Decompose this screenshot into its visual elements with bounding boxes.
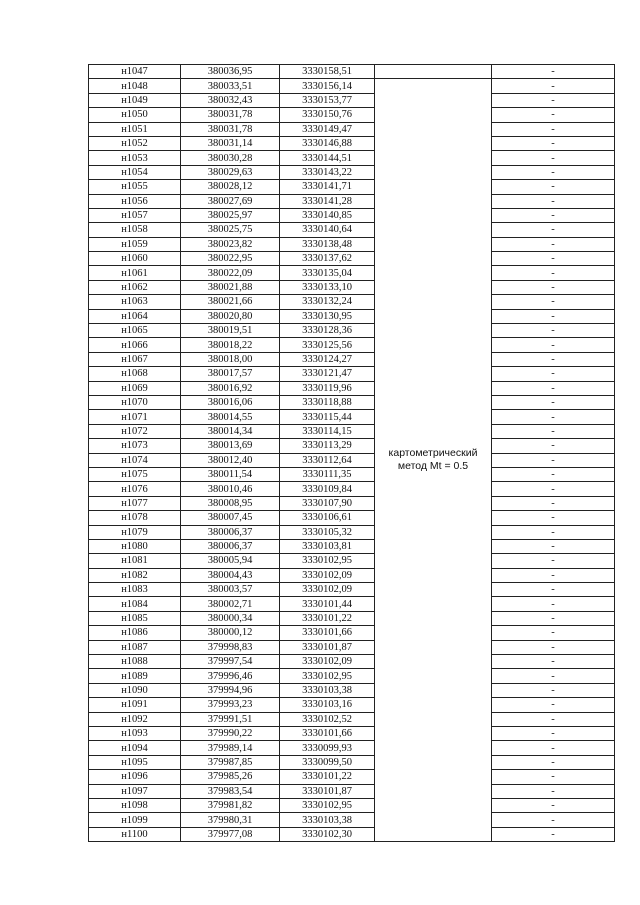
- description-cell: -: [492, 410, 615, 424]
- x-coordinate-cell: 379989,14: [181, 741, 280, 755]
- table-row: [89, 568, 615, 582]
- table-row: [89, 151, 615, 165]
- y-coordinate-cell: 3330137,62: [280, 252, 375, 266]
- point-id-cell: н1085: [89, 611, 181, 625]
- table-row: [89, 626, 615, 640]
- table-row: [89, 683, 615, 697]
- table-row: [89, 324, 615, 338]
- y-coordinate-cell: 3330101,22: [280, 770, 375, 784]
- table-row: [89, 669, 615, 683]
- y-coordinate-cell: 3330101,66: [280, 726, 375, 740]
- y-coordinate-cell: 3330103,81: [280, 539, 375, 553]
- description-cell: -: [492, 93, 615, 107]
- x-coordinate-cell: 380031,78: [181, 122, 280, 136]
- y-coordinate-cell: 3330149,47: [280, 122, 375, 136]
- point-id-cell: н1064: [89, 309, 181, 323]
- x-coordinate-cell: 380030,28: [181, 151, 280, 165]
- y-coordinate-cell: 3330156,14: [280, 79, 375, 93]
- y-coordinate-cell: 3330146,88: [280, 136, 375, 150]
- y-coordinate-cell: 3330158,51: [280, 65, 375, 79]
- x-coordinate-cell: 380025,75: [181, 223, 280, 237]
- table-row: [89, 583, 615, 597]
- point-id-cell: н1055: [89, 180, 181, 194]
- description-cell: -: [492, 611, 615, 625]
- x-coordinate-cell: 380004,43: [181, 568, 280, 582]
- x-coordinate-cell: 379994,96: [181, 683, 280, 697]
- table-row: [89, 309, 615, 323]
- table-row: [89, 395, 615, 409]
- description-cell: -: [492, 151, 615, 165]
- point-id-cell: н1097: [89, 784, 181, 798]
- description-cell: -: [492, 813, 615, 827]
- table-row: [89, 165, 615, 179]
- y-coordinate-cell: 3330150,76: [280, 108, 375, 122]
- x-coordinate-cell: 380014,34: [181, 424, 280, 438]
- x-coordinate-cell: 380014,55: [181, 410, 280, 424]
- point-id-cell: н1078: [89, 511, 181, 525]
- y-coordinate-cell: 3330130,95: [280, 309, 375, 323]
- x-coordinate-cell: 380011,54: [181, 467, 280, 481]
- x-coordinate-cell: 380006,37: [181, 525, 280, 539]
- x-coordinate-cell: 380031,78: [181, 108, 280, 122]
- point-id-cell: н1054: [89, 165, 181, 179]
- description-cell: -: [492, 439, 615, 453]
- description-cell: -: [492, 467, 615, 481]
- y-coordinate-cell: 3330133,10: [280, 280, 375, 294]
- y-coordinate-cell: 3330132,24: [280, 295, 375, 309]
- description-cell: -: [492, 223, 615, 237]
- description-cell: -: [492, 108, 615, 122]
- table-row: [89, 511, 615, 525]
- point-id-cell: н1077: [89, 496, 181, 510]
- point-id-cell: н1098: [89, 798, 181, 812]
- point-id-cell: н1050: [89, 108, 181, 122]
- x-coordinate-cell: 380022,09: [181, 266, 280, 280]
- point-id-cell: н1052: [89, 136, 181, 150]
- description-cell: -: [492, 367, 615, 381]
- x-coordinate-cell: 379983,54: [181, 784, 280, 798]
- coordinates-table: [88, 64, 615, 842]
- table-row: [89, 367, 615, 381]
- table-row: [89, 712, 615, 726]
- table-row: [89, 252, 615, 266]
- point-id-cell: н1100: [89, 827, 181, 841]
- point-id-cell: н1051: [89, 122, 181, 136]
- table-row: [89, 223, 615, 237]
- table-row: [89, 798, 615, 812]
- table-row: [89, 726, 615, 740]
- y-coordinate-cell: 3330102,95: [280, 798, 375, 812]
- description-cell: -: [492, 511, 615, 525]
- point-id-cell: н1074: [89, 453, 181, 467]
- description-cell: -: [492, 784, 615, 798]
- point-id-cell: н1089: [89, 669, 181, 683]
- point-id-cell: н1063: [89, 295, 181, 309]
- table-row: [89, 439, 615, 453]
- y-coordinate-cell: 3330102,95: [280, 669, 375, 683]
- table-row: [89, 194, 615, 208]
- description-cell: -: [492, 798, 615, 812]
- x-coordinate-cell: 380016,92: [181, 381, 280, 395]
- table-row: [89, 122, 615, 136]
- point-id-cell: н1075: [89, 467, 181, 481]
- description-cell: -: [492, 65, 615, 79]
- description-cell: -: [492, 395, 615, 409]
- coordinates-table-body: [89, 65, 615, 842]
- point-id-cell: н1059: [89, 237, 181, 251]
- y-coordinate-cell: 3330140,64: [280, 223, 375, 237]
- y-coordinate-cell: 3330103,16: [280, 698, 375, 712]
- point-id-cell: н1069: [89, 381, 181, 395]
- point-id-cell: н1056: [89, 194, 181, 208]
- y-coordinate-cell: 3330102,52: [280, 712, 375, 726]
- description-cell: -: [492, 424, 615, 438]
- point-id-cell: н1057: [89, 208, 181, 222]
- description-cell: -: [492, 554, 615, 568]
- description-cell: -: [492, 136, 615, 150]
- x-coordinate-cell: 380029,63: [181, 165, 280, 179]
- x-coordinate-cell: 380025,97: [181, 208, 280, 222]
- y-coordinate-cell: 3330105,32: [280, 525, 375, 539]
- x-coordinate-cell: 380018,22: [181, 338, 280, 352]
- y-coordinate-cell: 3330141,71: [280, 180, 375, 194]
- y-coordinate-cell: 3330102,09: [280, 655, 375, 669]
- description-cell: -: [492, 726, 615, 740]
- point-id-cell: н1088: [89, 655, 181, 669]
- table-row: [89, 180, 615, 194]
- description-cell: -: [492, 122, 615, 136]
- point-id-cell: н1067: [89, 352, 181, 366]
- point-id-cell: н1049: [89, 93, 181, 107]
- table-row: [89, 467, 615, 481]
- y-coordinate-cell: 3330102,30: [280, 827, 375, 841]
- y-coordinate-cell: 3330135,04: [280, 266, 375, 280]
- point-id-cell: н1084: [89, 597, 181, 611]
- table-row: [89, 453, 615, 467]
- y-coordinate-cell: 3330106,61: [280, 511, 375, 525]
- description-cell: -: [492, 295, 615, 309]
- y-coordinate-cell: 3330118,88: [280, 395, 375, 409]
- y-coordinate-cell: 3330125,56: [280, 338, 375, 352]
- table-row: [89, 93, 615, 107]
- x-coordinate-cell: 380018,00: [181, 352, 280, 366]
- description-cell: -: [492, 180, 615, 194]
- method-accuracy: метод Mt = 0.5: [397, 460, 469, 473]
- y-coordinate-cell: 3330138,48: [280, 237, 375, 251]
- x-coordinate-cell: 379980,31: [181, 813, 280, 827]
- table-row: [89, 755, 615, 769]
- x-coordinate-cell: 380007,45: [181, 511, 280, 525]
- description-cell: -: [492, 453, 615, 467]
- table-row: [89, 698, 615, 712]
- table-row: [89, 381, 615, 395]
- table-row: [89, 79, 615, 93]
- x-coordinate-cell: 380000,34: [181, 611, 280, 625]
- table-row: [89, 352, 615, 366]
- table-row: [89, 525, 615, 539]
- table-row: [89, 136, 615, 150]
- y-coordinate-cell: 3330113,29: [280, 439, 375, 453]
- x-coordinate-cell: 380012,40: [181, 453, 280, 467]
- table-row: [89, 813, 615, 827]
- x-coordinate-cell: 380022,95: [181, 252, 280, 266]
- y-coordinate-cell: 3330140,85: [280, 208, 375, 222]
- description-cell: -: [492, 669, 615, 683]
- point-id-cell: н1053: [89, 151, 181, 165]
- y-coordinate-cell: 3330121,47: [280, 367, 375, 381]
- y-coordinate-cell: 3330099,50: [280, 755, 375, 769]
- point-id-cell: н1070: [89, 395, 181, 409]
- x-coordinate-cell: 380033,51: [181, 79, 280, 93]
- description-cell: -: [492, 741, 615, 755]
- x-coordinate-cell: 379996,46: [181, 669, 280, 683]
- description-cell: -: [492, 539, 615, 553]
- point-id-cell: н1081: [89, 554, 181, 568]
- y-coordinate-cell: 3330112,64: [280, 453, 375, 467]
- x-coordinate-cell: 379993,23: [181, 698, 280, 712]
- x-coordinate-cell: 379991,51: [181, 712, 280, 726]
- point-id-cell: н1058: [89, 223, 181, 237]
- x-coordinate-cell: 380020,80: [181, 309, 280, 323]
- table-row: [89, 424, 615, 438]
- y-coordinate-cell: 3330102,09: [280, 583, 375, 597]
- x-coordinate-cell: 379977,08: [181, 827, 280, 841]
- description-cell: -: [492, 208, 615, 222]
- y-coordinate-cell: 3330107,90: [280, 496, 375, 510]
- method-cell: [375, 79, 492, 842]
- y-coordinate-cell: 3330114,15: [280, 424, 375, 438]
- y-coordinate-cell: 3330102,95: [280, 554, 375, 568]
- y-coordinate-cell: 3330109,84: [280, 482, 375, 496]
- y-coordinate-cell: 3330102,09: [280, 568, 375, 582]
- y-coordinate-cell: 3330103,38: [280, 813, 375, 827]
- x-coordinate-cell: 380027,69: [181, 194, 280, 208]
- table-row: [89, 611, 615, 625]
- y-coordinate-cell: 3330101,22: [280, 611, 375, 625]
- point-id-cell: н1071: [89, 410, 181, 424]
- table-row: [89, 827, 615, 841]
- table-row: [89, 65, 615, 79]
- point-id-cell: н1061: [89, 266, 181, 280]
- point-id-cell: н1087: [89, 640, 181, 654]
- x-coordinate-cell: 379987,85: [181, 755, 280, 769]
- x-coordinate-cell: 380021,66: [181, 295, 280, 309]
- table-row: [89, 784, 615, 798]
- x-coordinate-cell: 380023,82: [181, 237, 280, 251]
- x-coordinate-cell: 380000,12: [181, 626, 280, 640]
- point-id-cell: н1093: [89, 726, 181, 740]
- point-id-cell: н1092: [89, 712, 181, 726]
- description-cell: -: [492, 381, 615, 395]
- x-coordinate-cell: 380003,57: [181, 583, 280, 597]
- point-id-cell: н1072: [89, 424, 181, 438]
- x-coordinate-cell: 379998,83: [181, 640, 280, 654]
- description-cell: -: [492, 755, 615, 769]
- table-row: [89, 280, 615, 294]
- point-id-cell: н1065: [89, 324, 181, 338]
- x-coordinate-cell: 380013,69: [181, 439, 280, 453]
- point-id-cell: н1068: [89, 367, 181, 381]
- x-coordinate-cell: 380005,94: [181, 554, 280, 568]
- point-id-cell: н1080: [89, 539, 181, 553]
- description-cell: -: [492, 827, 615, 841]
- point-id-cell: н1090: [89, 683, 181, 697]
- point-id-cell: н1094: [89, 741, 181, 755]
- y-coordinate-cell: 3330101,87: [280, 784, 375, 798]
- x-coordinate-cell: 380032,43: [181, 93, 280, 107]
- description-cell: -: [492, 770, 615, 784]
- y-coordinate-cell: 3330111,35: [280, 467, 375, 481]
- y-coordinate-cell: 3330115,44: [280, 410, 375, 424]
- y-coordinate-cell: 3330124,27: [280, 352, 375, 366]
- description-cell: -: [492, 712, 615, 726]
- table-row: [89, 266, 615, 280]
- table-row: [89, 496, 615, 510]
- point-id-cell: н1048: [89, 79, 181, 93]
- table-row: [89, 597, 615, 611]
- table-row: [89, 539, 615, 553]
- description-cell: -: [492, 79, 615, 93]
- table-row: [89, 770, 615, 784]
- point-id-cell: н1047: [89, 65, 181, 79]
- description-cell: -: [492, 655, 615, 669]
- y-coordinate-cell: 3330153,77: [280, 93, 375, 107]
- point-id-cell: н1096: [89, 770, 181, 784]
- x-coordinate-cell: 379985,26: [181, 770, 280, 784]
- point-id-cell: н1091: [89, 698, 181, 712]
- y-coordinate-cell: 3330101,66: [280, 626, 375, 640]
- table-row: [89, 410, 615, 424]
- y-coordinate-cell: 3330128,36: [280, 324, 375, 338]
- description-cell: -: [492, 352, 615, 366]
- x-coordinate-cell: 380002,71: [181, 597, 280, 611]
- description-cell: -: [492, 597, 615, 611]
- x-coordinate-cell: 379990,22: [181, 726, 280, 740]
- table-row: [89, 554, 615, 568]
- description-cell: -: [492, 583, 615, 597]
- point-id-cell: н1076: [89, 482, 181, 496]
- y-coordinate-cell: 3330144,51: [280, 151, 375, 165]
- y-coordinate-cell: 3330101,44: [280, 597, 375, 611]
- method-cell-empty: [375, 65, 492, 79]
- point-id-cell: н1082: [89, 568, 181, 582]
- table-row: [89, 338, 615, 352]
- x-coordinate-cell: 380010,46: [181, 482, 280, 496]
- x-coordinate-cell: 379981,82: [181, 798, 280, 812]
- point-id-cell: н1073: [89, 439, 181, 453]
- x-coordinate-cell: 380017,57: [181, 367, 280, 381]
- table-row: [89, 741, 615, 755]
- description-cell: -: [492, 683, 615, 697]
- y-coordinate-cell: 3330119,96: [280, 381, 375, 395]
- table-row: [89, 640, 615, 654]
- table-row: [89, 295, 615, 309]
- description-cell: -: [492, 568, 615, 582]
- table-row: [89, 208, 615, 222]
- description-cell: -: [492, 280, 615, 294]
- y-coordinate-cell: 3330101,87: [280, 640, 375, 654]
- x-coordinate-cell: 380036,95: [181, 65, 280, 79]
- x-coordinate-cell: 380028,12: [181, 180, 280, 194]
- method-name: картометрический: [388, 447, 478, 460]
- description-cell: -: [492, 482, 615, 496]
- point-id-cell: н1079: [89, 525, 181, 539]
- x-coordinate-cell: 380031,14: [181, 136, 280, 150]
- description-cell: -: [492, 698, 615, 712]
- x-coordinate-cell: 380006,37: [181, 539, 280, 553]
- description-cell: -: [492, 194, 615, 208]
- point-id-cell: н1062: [89, 280, 181, 294]
- point-id-cell: н1095: [89, 755, 181, 769]
- y-coordinate-cell: 3330143,22: [280, 165, 375, 179]
- description-cell: -: [492, 266, 615, 280]
- x-coordinate-cell: 380008,95: [181, 496, 280, 510]
- description-cell: -: [492, 640, 615, 654]
- description-cell: -: [492, 496, 615, 510]
- point-id-cell: н1086: [89, 626, 181, 640]
- description-cell: -: [492, 626, 615, 640]
- point-id-cell: н1066: [89, 338, 181, 352]
- description-cell: -: [492, 324, 615, 338]
- description-cell: -: [492, 165, 615, 179]
- table-row: [89, 655, 615, 669]
- table-row: [89, 237, 615, 251]
- table-row: [89, 108, 615, 122]
- description-cell: -: [492, 525, 615, 539]
- x-coordinate-cell: 380021,88: [181, 280, 280, 294]
- y-coordinate-cell: 3330103,38: [280, 683, 375, 697]
- x-coordinate-cell: 379997,54: [181, 655, 280, 669]
- description-cell: -: [492, 338, 615, 352]
- description-cell: -: [492, 237, 615, 251]
- point-id-cell: н1083: [89, 583, 181, 597]
- point-id-cell: н1060: [89, 252, 181, 266]
- description-cell: -: [492, 309, 615, 323]
- table-row: [89, 482, 615, 496]
- x-coordinate-cell: 380019,51: [181, 324, 280, 338]
- description-cell: -: [492, 252, 615, 266]
- y-coordinate-cell: 3330099,93: [280, 741, 375, 755]
- point-id-cell: н1099: [89, 813, 181, 827]
- y-coordinate-cell: 3330141,28: [280, 194, 375, 208]
- x-coordinate-cell: 380016,06: [181, 395, 280, 409]
